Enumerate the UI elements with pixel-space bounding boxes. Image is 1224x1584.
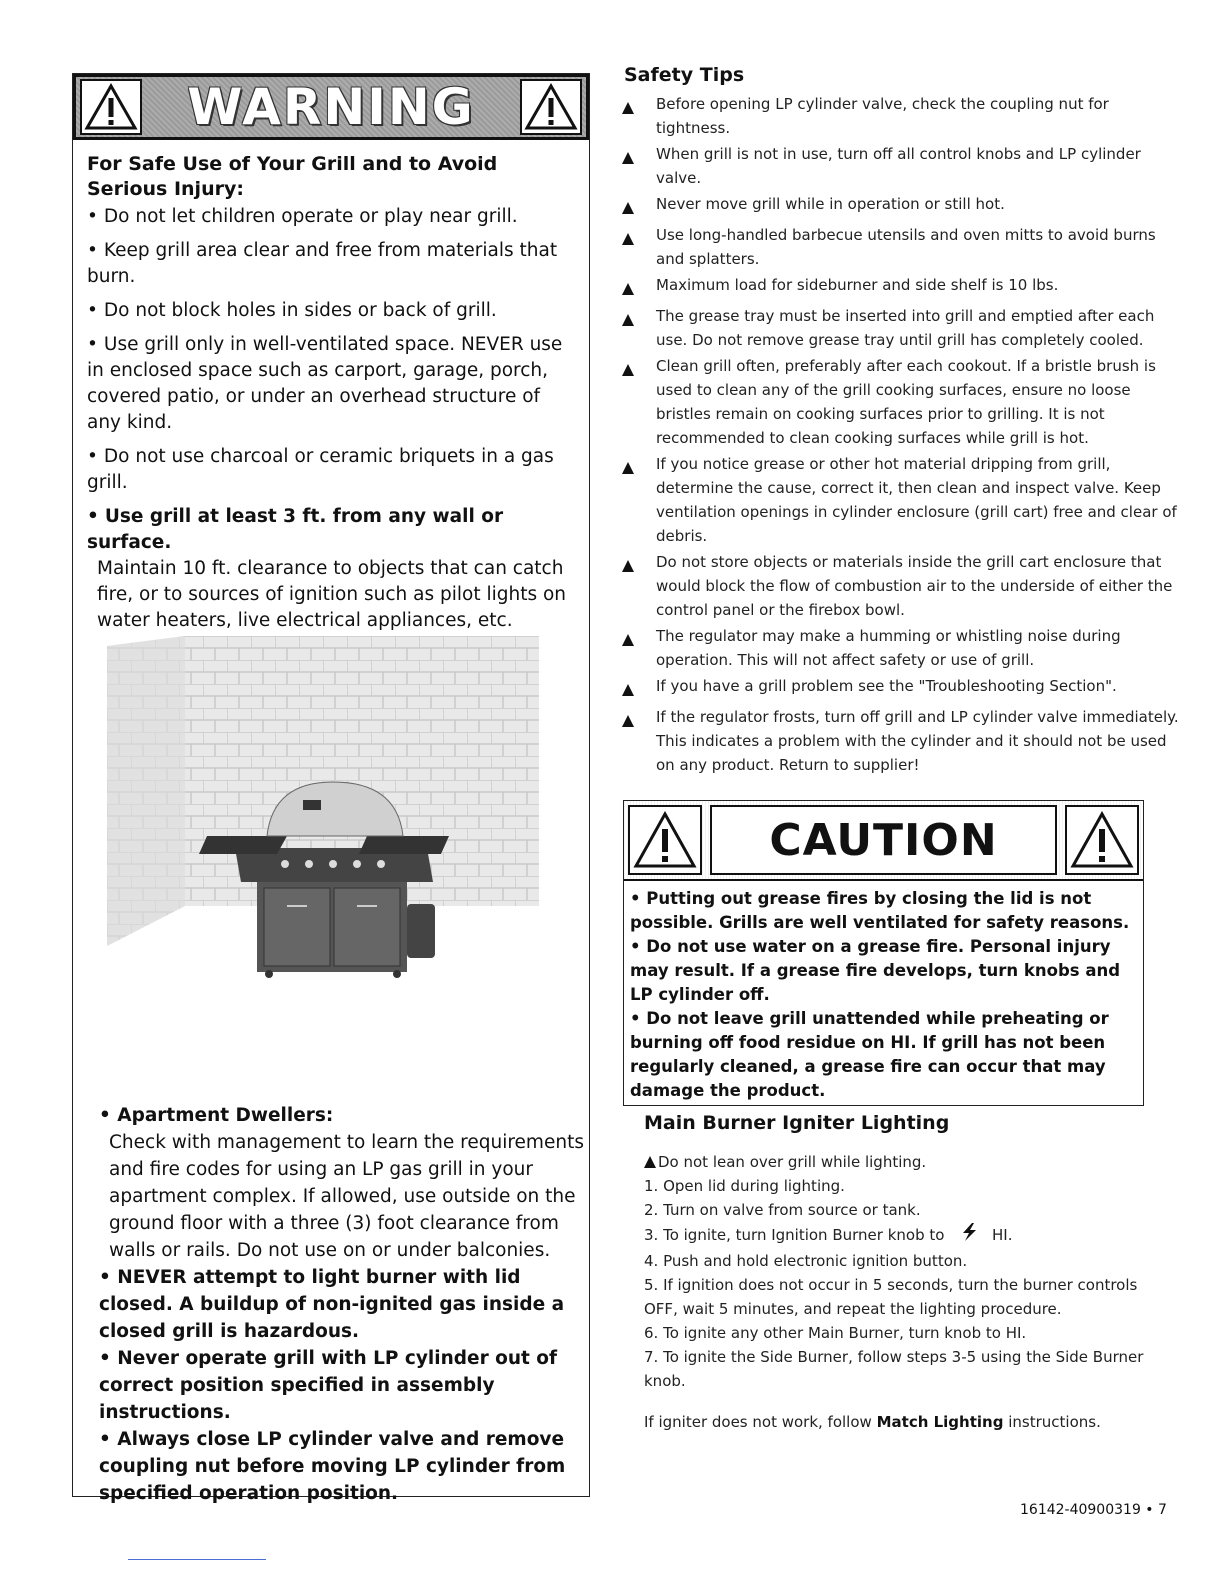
- warning-item: • Do not block holes in sides or back of grill.: [87, 300, 497, 321]
- warning-lower-section: [99, 1102, 587, 1507]
- match-lighting-note: If igniter does not work, follow Match Lighting instructions.: [644, 1413, 1101, 1431]
- safety-tip: If the regulator frosts, turn off grill and LP cylinder valve immediately. This indicates a problem with the cylinder and it should not be used on any product. Return to supplier!: [622, 705, 1182, 777]
- warning-triangle-icon: [520, 79, 582, 135]
- caution-item: • Putting out grease fires by closing the lid is not possible. Grills are well ventilated for safety reasons.: [630, 889, 1130, 932]
- triangle-bullet-icon: [622, 314, 634, 326]
- lighting-step: 5. If ignition does not occur in 5 seconds, turn the burner controls OFF, wait 5 minutes, and repeat the lighting procedure.: [644, 1276, 1138, 1318]
- triangle-bullet-icon: [622, 152, 634, 164]
- ignition-bolt-icon: [959, 1222, 979, 1249]
- triangle-bullet-icon: [622, 102, 634, 114]
- bottom-rule: [128, 1559, 266, 1560]
- caution-item: • Do not leave grill unattended while preheating or burning off food residue on HI. If grill has not been regularly cleaned, a grease fire can occur that may damage the product.: [630, 1009, 1109, 1100]
- lighting-step: 4. Push and hold electronic ignition button.: [644, 1252, 968, 1270]
- apartment-dwellers-item: • Apartment Dwellers: Check with management to learn the requirements and fire codes for using an LP gas grill in your apartment complex. If allowed, use outside on the ground floor with a three (3) foot clearance from walls or rails. Do not use on or under balconies.: [99, 1105, 584, 1261]
- lighting-title: Main Burner Igniter Lighting: [644, 1112, 950, 1134]
- safety-tips-title: Safety Tips: [624, 64, 745, 86]
- triangle-bullet-icon: [622, 233, 634, 245]
- warning-bold-item: • Always close LP cylinder valve and remove coupling nut before moving LP cylinder from specified operation position.: [99, 1429, 566, 1504]
- safety-tip: Maximum load for sideburner and side shelf is 10 lbs.: [622, 273, 1182, 302]
- lighting-warning: Do not lean over grill while lighting.: [644, 1150, 1164, 1174]
- safety-tip: Do not store objects or materials inside the grill cart enclosure that would block the flow of combustion air to the underside of either the control panel or the firebox bowl.: [622, 550, 1182, 622]
- triangle-bullet-icon: [622, 202, 634, 214]
- safety-tips-section: [622, 64, 1182, 779]
- triangle-bullet-icon: [622, 560, 634, 572]
- triangle-bullet-icon: [622, 715, 634, 727]
- lighting-step: 2. Turn on valve from source or tank.: [644, 1201, 921, 1219]
- warning-item: • Use grill only in well-ventilated space. NEVER use in enclosed space such as carport, garage, porch, covered patio, or under an overhead structure of any kind.: [87, 334, 563, 433]
- caution-triangle-icon: [628, 805, 702, 875]
- caution-triangle-icon: [1065, 805, 1139, 875]
- warning-bold-item: • Never operate grill with LP cylinder out of correct position specified in assembly instructions.: [99, 1348, 558, 1423]
- safety-tip: The regulator may make a humming or whistling noise during operation. This will not affect safety or use of grill.: [622, 624, 1182, 672]
- triangle-bullet-icon: [622, 634, 634, 646]
- warning-item: • Do not let children operate or play near grill.: [87, 206, 518, 227]
- warning-heading: For Safe Use of Your Grill and to Avoid Serious Injury:: [87, 153, 498, 200]
- warning-title: WARNING: [187, 78, 475, 136]
- triangle-bullet-icon: [622, 462, 634, 474]
- warning-banner: [73, 74, 589, 140]
- warning-item: • Keep grill area clear and free from materials that burn.: [87, 240, 558, 287]
- caution-banner: [624, 801, 1143, 881]
- grill-clearance-illustration: [107, 636, 539, 986]
- safety-tip: When grill is not in use, turn off all control knobs and LP cylinder valve.: [622, 142, 1182, 190]
- lighting-step: 6. To ignite any other Main Burner, turn knob to HI.: [644, 1324, 1027, 1342]
- safety-tip: Never move grill while in operation or still hot.: [622, 192, 1182, 221]
- safety-tip: The grease tray must be inserted into grill and emptied after each use. Do not remove grease tray until grill has completely cooled.: [622, 304, 1182, 352]
- caution-item: • Do not use water on a grease fire. Personal injury may result. If a grease fire develops, turn knobs and LP cylinder off.: [630, 937, 1121, 1004]
- warning-distance-item: • Use grill at least 3 ft. from any wall or surface. Maintain 10 ft. clearance to objects that can catch fire, or to sources of ignition such as pilot lights on water heaters, live electrical appliances, etc.: [87, 506, 567, 631]
- lighting-step: 7. To ignite the Side Burner, follow steps 3-5 using the Side Burner knob.: [644, 1348, 1144, 1390]
- triangle-bullet-icon: [622, 364, 634, 376]
- triangle-bullet-icon: [622, 684, 634, 696]
- warning-item: • Do not use charcoal or ceramic briquets in a gas grill.: [87, 446, 554, 493]
- safety-tip: Use long-handled barbecue utensils and oven mitts to avoid burns and splatters.: [622, 223, 1182, 271]
- safety-tip: Clean grill often, preferably after each cookout. If a bristle brush is used to clean any of the grill cooking surfaces, ensure no loose bristles remain on cooking surfaces prior to grilling. It is not recommended to clean cooking surfaces while grill is hot.: [622, 354, 1182, 450]
- triangle-bullet-icon: [622, 283, 634, 295]
- igniter-lighting-section: [644, 1112, 1164, 1431]
- page-number: 16142-40900319 • 7: [1020, 1502, 1167, 1518]
- caution-title-box: [710, 805, 1057, 875]
- triangle-bullet-icon: [644, 1156, 656, 1168]
- safety-tip: Before opening LP cylinder valve, check the coupling nut for tightness.: [622, 92, 1182, 140]
- warning-triangle-icon: [80, 79, 142, 135]
- warning-box: [72, 73, 590, 1504]
- safety-tip: If you notice grease or other hot material dripping from grill, determine the cause, correct it, then clean and inspect valve. Keep ventilation openings in cylinder enclosure (grill cart) free and clear of debris.: [622, 452, 1182, 548]
- safety-tip: If you have a grill problem see the "Troubleshooting Section".: [622, 674, 1182, 703]
- warning-bold-item: • NEVER attempt to light burner with lid closed. A buildup of non-ignited gas inside a closed grill is hazardous.: [99, 1267, 565, 1342]
- lighting-step: 3. To ignite, turn Ignition Burner knob to HI.: [644, 1222, 1164, 1249]
- caution-box: [623, 800, 1144, 1106]
- lighting-step: 1. Open lid during lighting.: [644, 1177, 845, 1195]
- safety-tips-list: [622, 92, 1182, 777]
- caution-title: CAUTION: [769, 814, 998, 866]
